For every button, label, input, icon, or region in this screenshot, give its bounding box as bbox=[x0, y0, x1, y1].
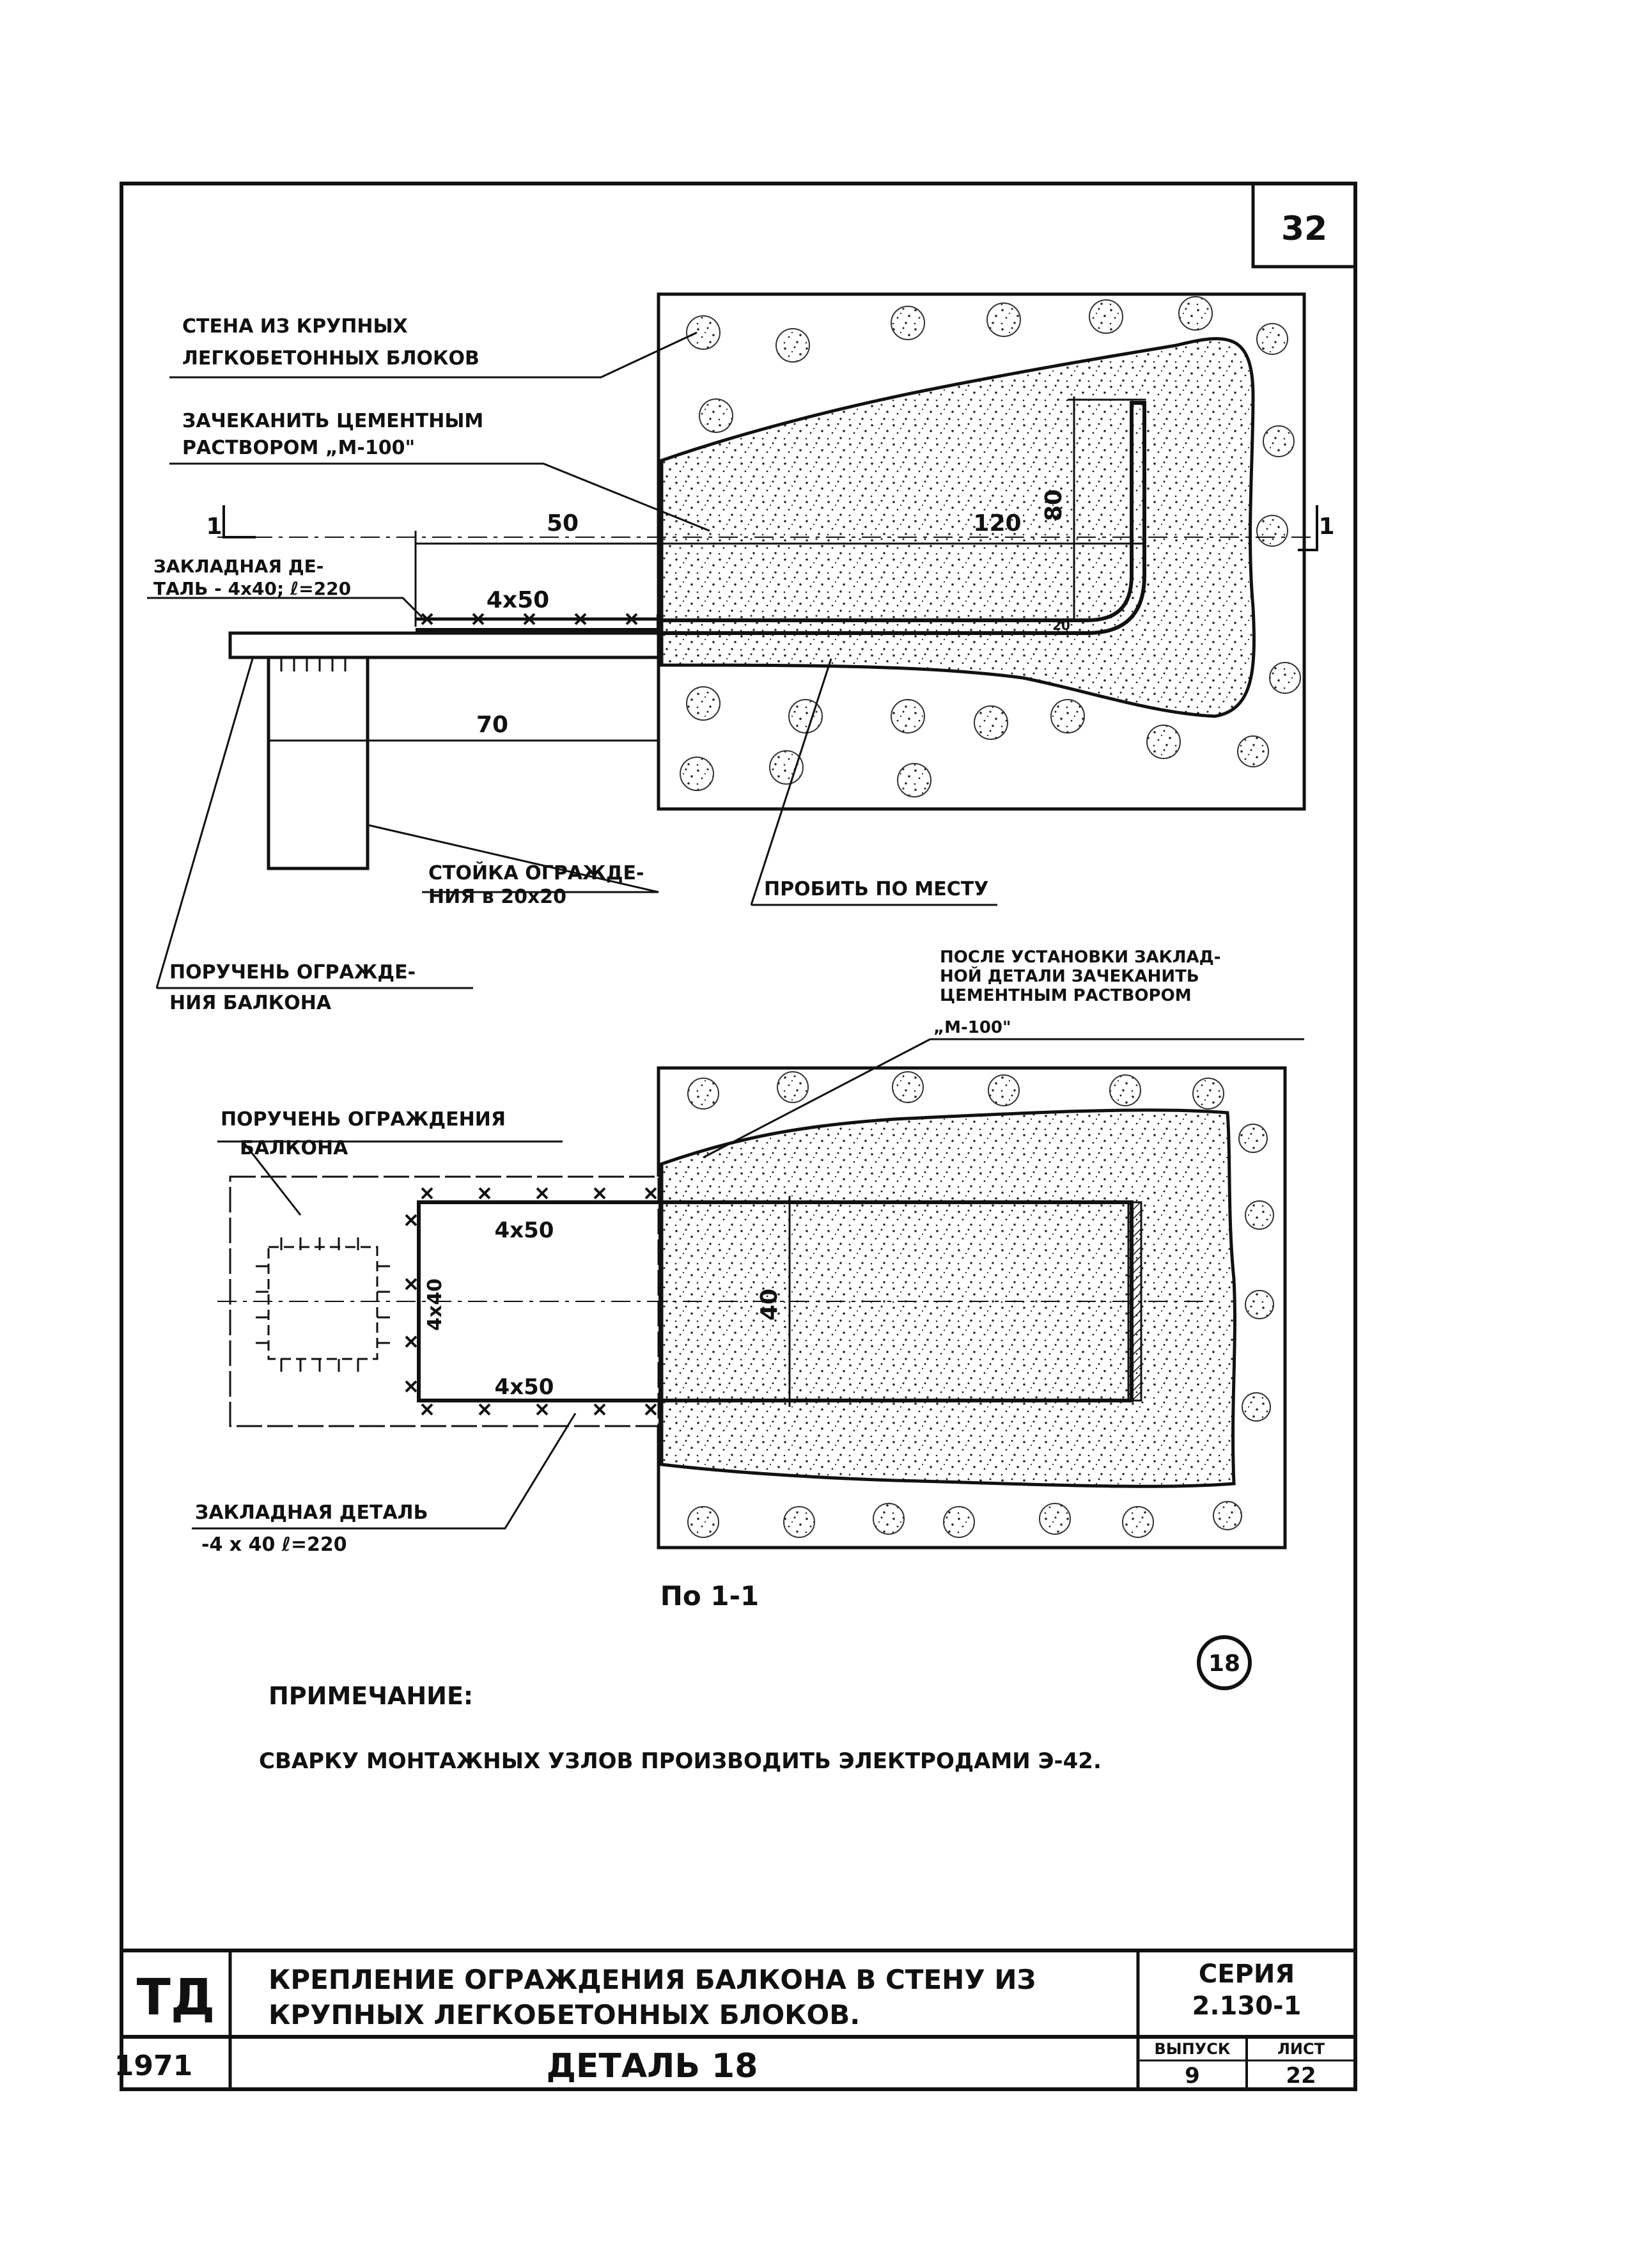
embedded-label: ЗАКЛАДНАЯ ДЕ- ТАЛЬ - 4х40; ℓ=220 bbox=[153, 556, 352, 599]
section-caption: По 1-1 bbox=[660, 1580, 760, 1612]
dim-120: 120 bbox=[973, 510, 1022, 537]
post-label: СТОЙКА ОГРАЖДЕ- НИЯ в 20х20 bbox=[428, 862, 644, 908]
section-arrow-left bbox=[224, 505, 256, 537]
section-mark-left: 1 bbox=[206, 514, 222, 540]
mortar-fill bbox=[662, 339, 1254, 716]
punch-label: ПРОБИТЬ ПО МЕСТУ bbox=[764, 878, 989, 900]
title-line-2: КРУПНЫХ ЛЕГКОБЕТОННЫХ БЛОКОВ. bbox=[269, 1999, 861, 2030]
wall-label: СТЕНА ИЗ КРУПНЫХ ЛЕГКОБЕТОННЫХ БЛОКОВ bbox=[182, 315, 479, 370]
section-embedded-label: ЗАКЛАДНАЯ ДЕТАЛЬ -4 х 40 ℓ=220 bbox=[195, 1502, 428, 1556]
handrail-label-top: ПОРУЧЕНЬ ОГРАЖДЕ- НИЯ БАЛКОНА bbox=[169, 961, 416, 1014]
section-arrow-right bbox=[1298, 505, 1317, 550]
dim-50: 50 bbox=[546, 510, 579, 537]
sheet-value: 22 bbox=[1286, 2063, 1316, 2089]
series-label: СЕРИЯ bbox=[1198, 1959, 1295, 1989]
dim-side-weld: 4х40 bbox=[424, 1278, 446, 1331]
section-mortar bbox=[662, 1110, 1235, 1486]
top-view bbox=[147, 294, 1335, 1014]
dim-bottom-weld: 4х50 bbox=[494, 1374, 554, 1400]
page-number: 32 bbox=[1281, 210, 1328, 248]
railing-post bbox=[269, 657, 368, 868]
note-heading: ПРИМЕЧАНИЕ: bbox=[269, 1682, 474, 1710]
dim-4x50: 4х50 bbox=[486, 587, 550, 613]
dim-70: 70 bbox=[476, 712, 509, 738]
section-mark-right: 1 bbox=[1318, 514, 1335, 540]
section-handrail-label: ПОРУЧЕНЬ ОГРАЖДЕНИЯ БАЛКОНА bbox=[221, 1108, 506, 1159]
dim-height: 40 bbox=[756, 1288, 783, 1321]
after-install-note: ПОСЛЕ УСТАНОВКИ ЗАКЛАД- НОЙ ДЕТАЛИ ЗАЧЕКАНИТЬ ЦЕМЕНТНЫМ РАСТВОРОМ „М-100" bbox=[933, 948, 1221, 1037]
section-view bbox=[192, 948, 1304, 1612]
year: 1971 bbox=[114, 2050, 193, 2082]
handrail-plate bbox=[230, 633, 658, 657]
title-block bbox=[114, 1950, 1355, 2089]
title-line-1: КРЕПЛЕНИЕ ОГРАЖДЕНИЯ БАЛКОНА В СТЕНУ ИЗ bbox=[269, 1964, 1036, 1995]
dim-top-weld: 4х50 bbox=[494, 1218, 554, 1243]
dim-80: 80 bbox=[1041, 489, 1067, 522]
note-text: СВАРКУ МОНТАЖНЫХ УЗЛОВ ПРОИЗВОДИТЬ ЭЛЕКТРОДАМИ Э-42. bbox=[259, 1748, 1102, 1774]
issue-label: ВЫПУСК bbox=[1154, 2040, 1231, 2058]
mortar-label: ЗАЧЕКАНИТЬ ЦЕМЕНТНЫМ РАСТВОРОМ „М-100" bbox=[182, 410, 484, 459]
sheet-label: ЛИСТ bbox=[1277, 2040, 1325, 2058]
post-ticks bbox=[281, 659, 345, 671]
detail-marker-number: 18 bbox=[1208, 1651, 1241, 1677]
dim-20: 20 bbox=[1052, 618, 1070, 633]
series-value: 2.130-1 bbox=[1192, 1991, 1302, 2021]
org-mark: ТД bbox=[136, 1969, 215, 2027]
issue-value: 9 bbox=[1185, 2063, 1200, 2089]
detail-subtitle: ДЕТАЛЬ 18 bbox=[546, 2047, 758, 2085]
